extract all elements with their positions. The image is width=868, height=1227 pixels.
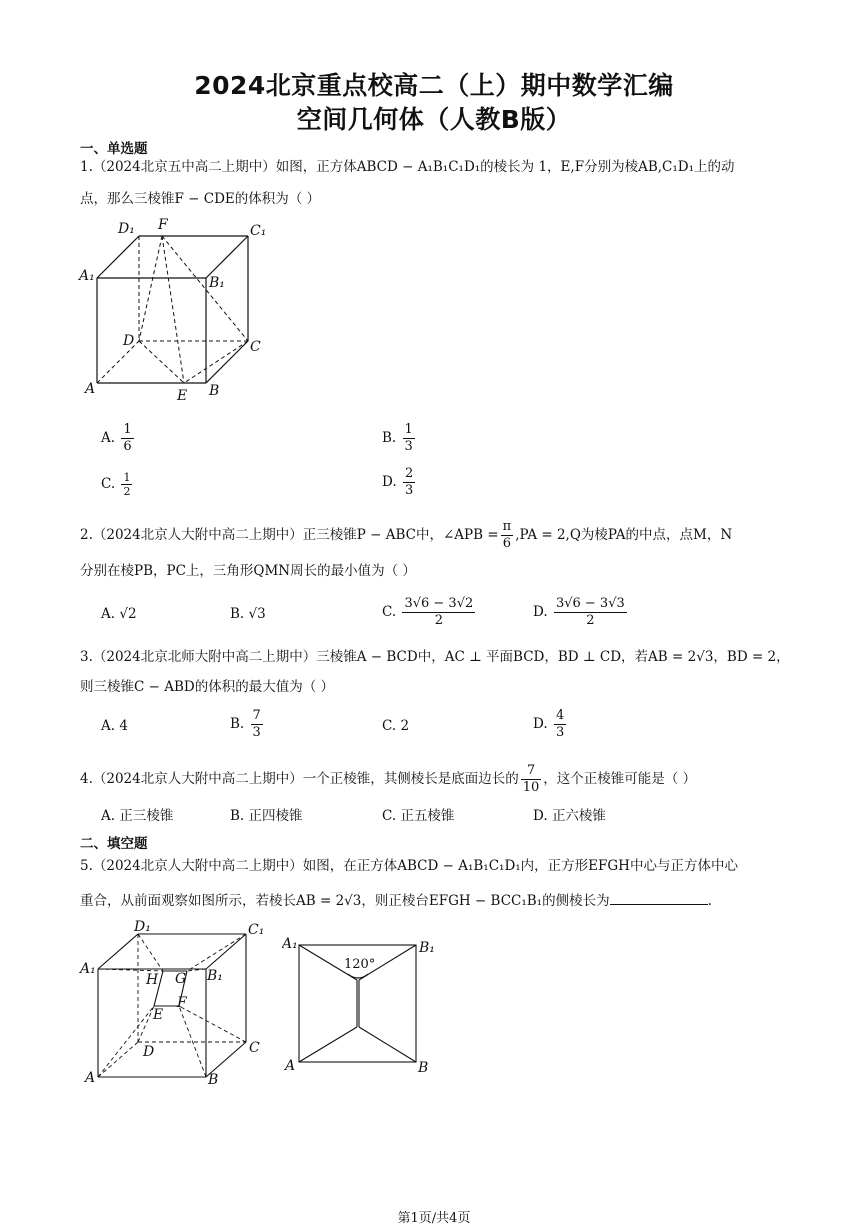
question-3-line2: 则三棱锥C − ABD的体积的最大值为（ ） <box>80 679 335 695</box>
q4-option-a[interactable]: A. 正三棱锥 <box>101 808 174 824</box>
label-a: A <box>85 381 96 397</box>
question-5-line2: 重合，从前面观察如图所示，若棱长AB = 2√3，则正棱台EFGH − BCC₁B₁的侧棱长为 . <box>80 890 792 911</box>
section-heading-fill-in: 二、填空题 <box>80 836 148 852</box>
cube-label-a: A <box>85 1070 96 1086</box>
q1-option-b[interactable]: B. $\frac{1}{3}$ <box>382 422 413 454</box>
cube-label-e: E <box>153 1007 164 1023</box>
question-5-line1: 5.（2024北京人大附中高二上期中）如图，在正方体ABCD − A₁B₁C₁D₁内，正方形EFGH中心与正方体中心 <box>80 858 738 874</box>
q2-option-b[interactable]: B. √3 <box>230 606 266 622</box>
cube-label-b: B <box>208 1072 219 1088</box>
question-1-line2: 点，那么三棱锥F − CDE的体积为（ ） <box>80 191 321 207</box>
q3-option-a[interactable]: A. 4 <box>101 718 128 734</box>
page-footer: 第1页/共4页 <box>397 1211 471 1226</box>
cube-label-d: D <box>143 1044 155 1060</box>
question-3-line1: 3.（2024北京北师大附中高二上期中）三棱锥A − BCD中，AC ⊥ 平面BCD，BD ⊥ CD，若AB = 2√3，BD = 2， <box>80 649 790 665</box>
question-1-line1: 1.（2024北京五中高二上期中）如图，正方体ABCD − A₁B₁C₁D₁的棱长为 1，E,F分别为棱AB,C₁D₁上的动 <box>80 159 735 175</box>
label-b: B <box>209 383 220 399</box>
label-f: F <box>158 217 168 233</box>
question-2-line1: 2.（2024北京人大附中高二上期中）正三棱锥P − ABC中，∠APB = $\frac{\pi}{6}$ ,PA = 2,Q为棱PA的中点，点M，N <box>80 519 733 551</box>
label-c: C <box>250 339 261 355</box>
front-label-a: A <box>285 1058 296 1074</box>
label-e: E <box>177 388 188 404</box>
q3-option-b[interactable]: B. $\frac{7}{3}$ <box>230 708 261 740</box>
cube-label-b1: B₁ <box>207 968 223 984</box>
q3-option-c[interactable]: C. 2 <box>382 718 410 734</box>
q4-option-d[interactable]: D. 正六棱锥 <box>533 808 606 824</box>
label-a1: A₁ <box>79 268 95 284</box>
q1-option-c[interactable]: C. $\frac{1}{2}$ <box>101 471 131 498</box>
cube-label-d1: D₁ <box>134 919 151 935</box>
label-d1: D₁ <box>118 221 135 237</box>
q1-option-a[interactable]: A. $\frac{1}{6}$ <box>101 422 132 454</box>
label-c1: C₁ <box>250 223 267 239</box>
cube-label-h: H <box>146 972 159 988</box>
label-d: D <box>123 333 135 349</box>
cube-label-c: C <box>249 1040 260 1056</box>
q3-option-d[interactable]: D. $\frac{4}{3}$ <box>533 708 565 740</box>
cube-label-c1: C₁ <box>248 922 265 938</box>
section-heading-single-choice: 一、单选题 <box>80 141 148 157</box>
answer-blank[interactable] <box>610 890 708 905</box>
angle-label: 120° <box>344 957 376 972</box>
question-1-cube-figure <box>78 212 278 407</box>
question-5-cube-figure <box>78 918 273 1090</box>
q2-option-c[interactable]: C. $\frac{3√6 - 3√2}{2}$ <box>382 596 474 628</box>
q2-option-a[interactable]: A. √2 <box>101 606 137 622</box>
front-label-b: B <box>418 1060 429 1076</box>
q1-option-d[interactable]: D. $\frac{2}{3}$ <box>382 466 414 498</box>
q4-option-c[interactable]: C. 正五棱锥 <box>382 808 455 824</box>
cube-label-g: G <box>175 971 187 987</box>
question-4-line1: 4.（2024北京人大附中高二上期中）一个正棱锥，其侧棱长是底面边长的 $\frac{7}{10}$ ，这个正棱锥可能是（ ） <box>80 763 697 795</box>
question-5-front-view <box>282 932 444 1080</box>
q4-option-b[interactable]: B. 正四棱锥 <box>230 808 303 824</box>
front-label-b1: B₁ <box>419 940 435 956</box>
document-title-line2: 空间几何体（人教B版） <box>296 105 572 134</box>
cube-label-a1: A₁ <box>80 961 96 977</box>
label-b1: B₁ <box>209 275 225 291</box>
document-title-line1: 2024北京重点校高二（上）期中数学汇编 <box>194 71 674 100</box>
question-2-line2: 分别在棱PB，PC上，三角形QMN周长的最小值为（ ） <box>80 563 416 579</box>
front-label-a1: A₁ <box>282 936 298 952</box>
q2-option-d[interactable]: D. $\frac{3√6 - 3√3}{2}$ <box>533 596 625 628</box>
cube-label-f: F <box>177 995 187 1011</box>
